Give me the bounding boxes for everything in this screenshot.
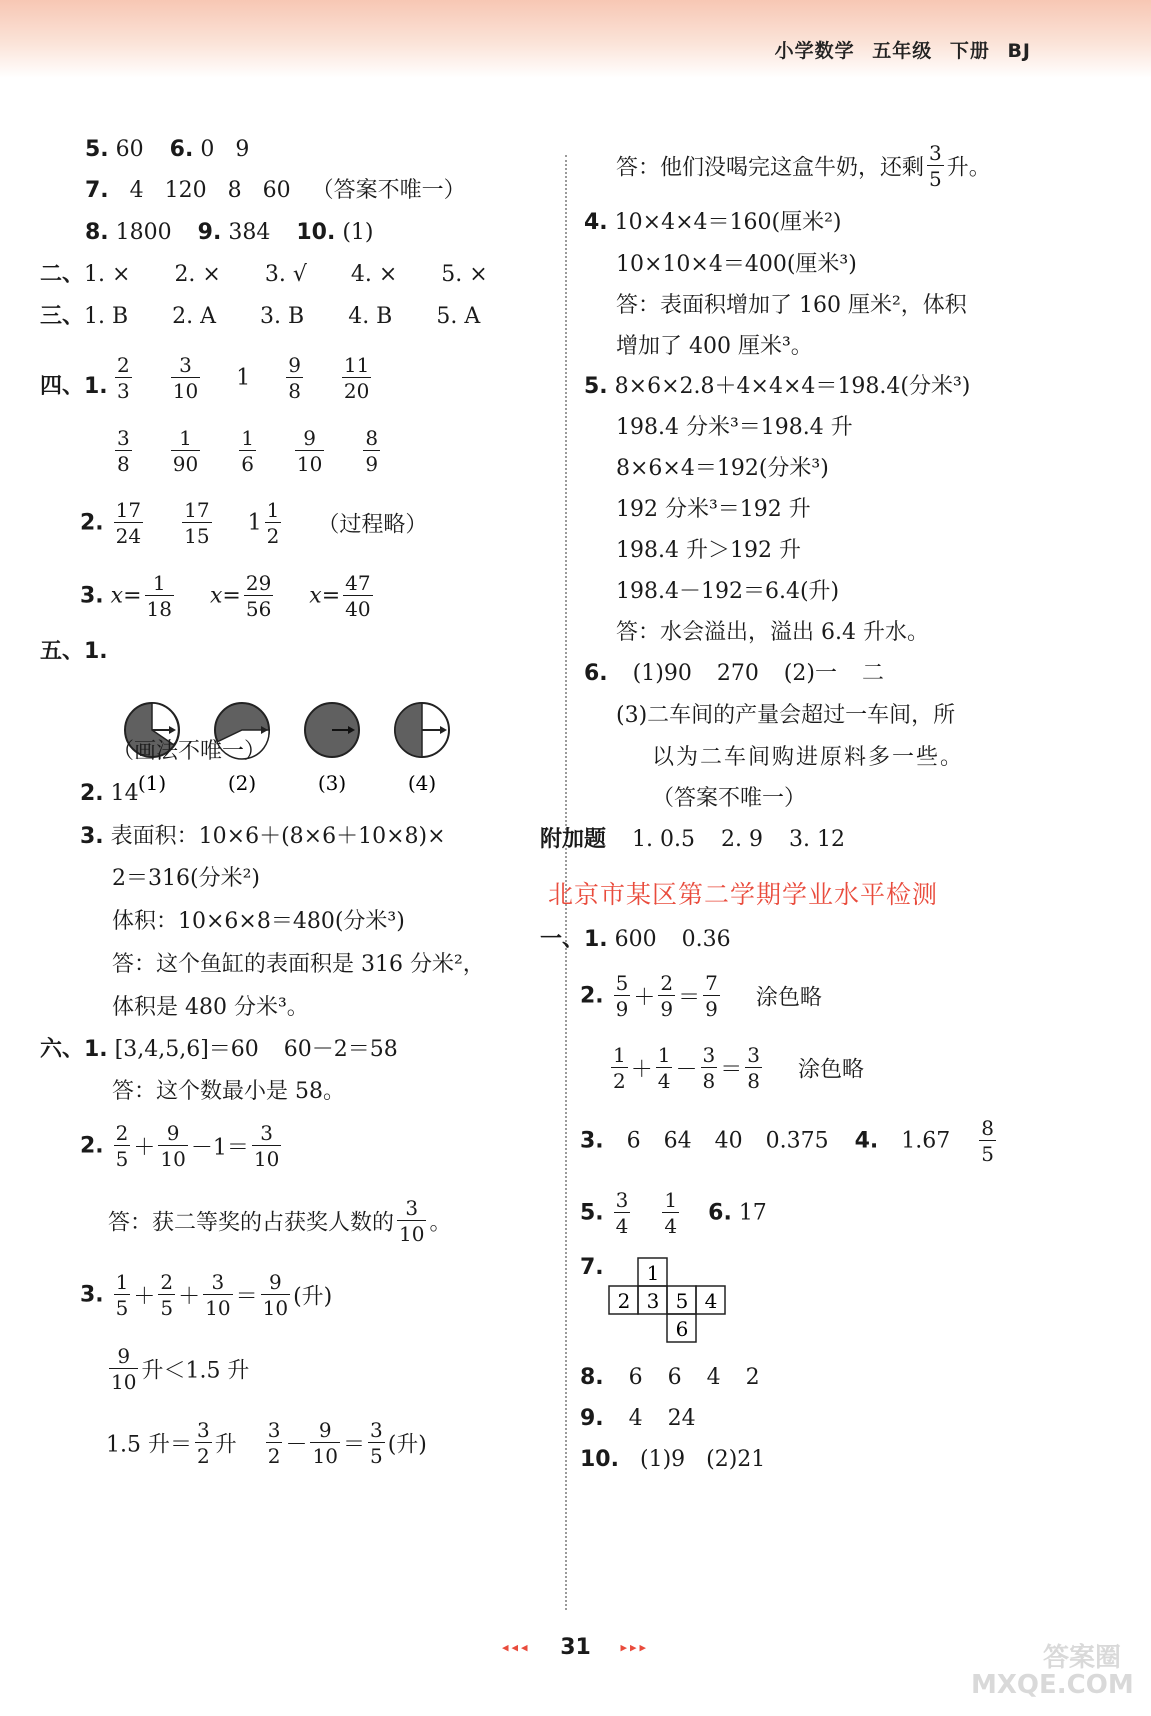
circle-label: (3) (317, 771, 347, 795)
answer-line: 198.4 分米³＝198.4 升 (616, 415, 853, 440)
answer-line: 8. 1800 9. 384 10. (1) (85, 220, 374, 245)
answer-line: 答：表面积增加了 160 厘米²，体积 (616, 293, 967, 318)
answer-line: 2. 14 (80, 781, 139, 806)
section-3: 三、1. B 2. A 3. B 4. B 5. A (40, 304, 481, 329)
circle-3 (305, 703, 359, 757)
next-arrows-icon: ▸▸▸ (620, 1640, 650, 1656)
circle-4 (395, 703, 449, 757)
answer-line: 192 分米³＝192 升 (616, 497, 811, 522)
answer-line: 5. 60 6. 0 9 (85, 137, 250, 162)
answer-line: 8×6×4＝192(分米³) (616, 456, 829, 481)
watermark: 答案圈 MXQE.COM (971, 1643, 1134, 1701)
fraction-row: 2. $\frac{17}{24}$ $\frac{17}{15}$ 1 $\frac{1}{2}$ （过程略） (80, 498, 428, 548)
bonus-line: 附加题 1. 0.5 2. 9 3. 12 (540, 827, 845, 852)
fraction: $\frac{8}{9}$ (365, 426, 379, 476)
answer-line: 体积：10×6×8＝480(分米³) (112, 909, 405, 934)
answer-line: 2＝316(分米²) (112, 866, 260, 891)
answer-line: 以为二车间购进原料多一些。 (652, 745, 965, 770)
net-cell: 3 (646, 1289, 660, 1313)
answer-line: 一、1. 600 0.36 (540, 927, 731, 952)
net-cell: 4 (704, 1289, 718, 1313)
answer-line: 答：获二等奖的占获奖人数的 $\frac{3}{10}$ 。 (108, 1196, 452, 1246)
fraction: $\frac{1}{90}$ (172, 426, 199, 476)
fraction: $\frac{2}{3}$ (117, 353, 130, 403)
answer-line: 8. 6 6 4 2 (580, 1365, 760, 1390)
answer-line: 六、1. [3,4,5,6]＝60 60－2＝58 (40, 1037, 398, 1062)
circle-label: (1) (137, 771, 167, 795)
fraction-row: $\frac{2}{3}$ $\frac{3}{10}$ 1 $\frac{9}{8}$ $\frac{11}{20}$ (117, 353, 370, 403)
fraction: $\frac{1}{6}$ (241, 426, 254, 476)
answer-line: 答：他们没喝完这盒牛奶，还剩 $\frac{3}{5}$ 升。 (616, 141, 991, 191)
equation-line: 2. $\frac{5}{9}$ ＋ $\frac{2}{9}$ ＝ $\frac{7}{9}$ 涂色略 (580, 971, 822, 1021)
circle-label: (2) (227, 771, 257, 795)
section-5-label: 五、1. (40, 639, 108, 664)
answer-line: 10. (1)9 (2)21 (580, 1447, 766, 1472)
answer-line: 4. 10×4×4＝160(厘米²) (584, 210, 842, 235)
answer-line: 7. (580, 1255, 604, 1280)
answer-line: 体积是 480 分米³。 (112, 995, 309, 1020)
fraction: $\frac{11}{20}$ (343, 353, 370, 403)
answer-line: 198.4 升＞192 升 (616, 538, 801, 563)
circle-label: (4) (407, 771, 437, 795)
answer-line: 5. 8×6×2.8＋4×4×4＝198.4(分米³) (584, 374, 971, 399)
prev-arrows-icon: ◂◂◂ (501, 1640, 531, 1656)
net-cell: 6 (675, 1317, 689, 1341)
answer-line: 3. 表面积：10×6＋(8×6＋10×8)× (80, 824, 446, 849)
fraction-row (112, 428, 383, 474)
answer-line: 答：这个数最小是 58。 (112, 1079, 345, 1104)
cube-net (608, 1257, 728, 1347)
answer-line: 6. (1)90 270 (2)一 二 (584, 661, 884, 686)
section-title: 北京市某区第二学期学业水平检测 (548, 880, 939, 909)
section-2: 二、1. × 2. × 3. √ 4. × 5. × (40, 262, 488, 287)
answer-line: 答：水会溢出，溢出 6.4 升水。 (616, 620, 929, 645)
header-title: 小学数学 五年级 下册 BJ (774, 40, 1031, 62)
fraction: $\frac{9}{10}$ (296, 426, 323, 476)
net-cell: 2 (617, 1289, 631, 1313)
answer-line: 7. 4 120 8 60 （答案不唯一） (85, 178, 466, 203)
answer-line: 5. $\frac{3}{4}$ $\frac{1}{4}$ 6. 17 (580, 1188, 767, 1238)
answer-line: 答：这个鱼缸的表面积是 316 分米²， (112, 952, 485, 977)
answer-line: 3. 6 64 40 0.375 4. 1.67 $\frac{8}{5}$ (580, 1116, 995, 1166)
answer-line: 9. 4 24 (580, 1406, 696, 1431)
section-4-label: 四、1. (40, 374, 108, 399)
equation-line: 3. $\frac{1}{5}$ ＋ $\frac{2}{5}$ ＋ $\frac{3}{10}$ ＝ $\frac{9}{10}$ (升) (80, 1270, 333, 1320)
equation-line: 1.5 升＝ $\frac{3}{2}$ 升 $\frac{3}{2}$ － $\frac{9}{10}$ ＝ $\frac{3}{5}$ (升) (106, 1418, 427, 1468)
equation-line: $\frac{1}{2}$ ＋ $\frac{1}{4}$ － $\frac{3}{8}$ ＝ $\frac{3}{8}$ 涂色略 (613, 1043, 864, 1093)
fraction: $\frac{3}{8}$ (117, 426, 130, 476)
equation-line: 2. $\frac{2}{5}$ ＋ $\frac{9}{10}$ －1＝ $\frac{3}{10}$ (80, 1121, 280, 1171)
page-number: 31 (560, 1635, 591, 1660)
answer-line: （答案不唯一） (652, 786, 807, 811)
answer-line: (3)二车间的产量会超过一车间，所 (616, 703, 956, 728)
net-cell: 1 (646, 1261, 660, 1285)
answer-note: （画法不唯一） (112, 739, 267, 764)
net-cell: 5 (675, 1289, 689, 1313)
fraction: $\frac{3}{10}$ (172, 353, 199, 403)
fraction: $\frac{9}{8}$ (288, 353, 301, 403)
answer-line: 10×10×4＝400(厘米³) (616, 252, 857, 277)
answer-line: 198.4－192＝6.4(升) (616, 579, 840, 604)
answer-line: 增加了 400 厘米³。 (616, 334, 813, 359)
equation-line: $\frac{9}{10}$ 升＜1.5 升 (111, 1344, 250, 1394)
fraction-row: 3. x= $\frac{1}{18}$ x= $\frac{29}{56}$ x= $\frac{47}{40}$ (80, 571, 371, 621)
